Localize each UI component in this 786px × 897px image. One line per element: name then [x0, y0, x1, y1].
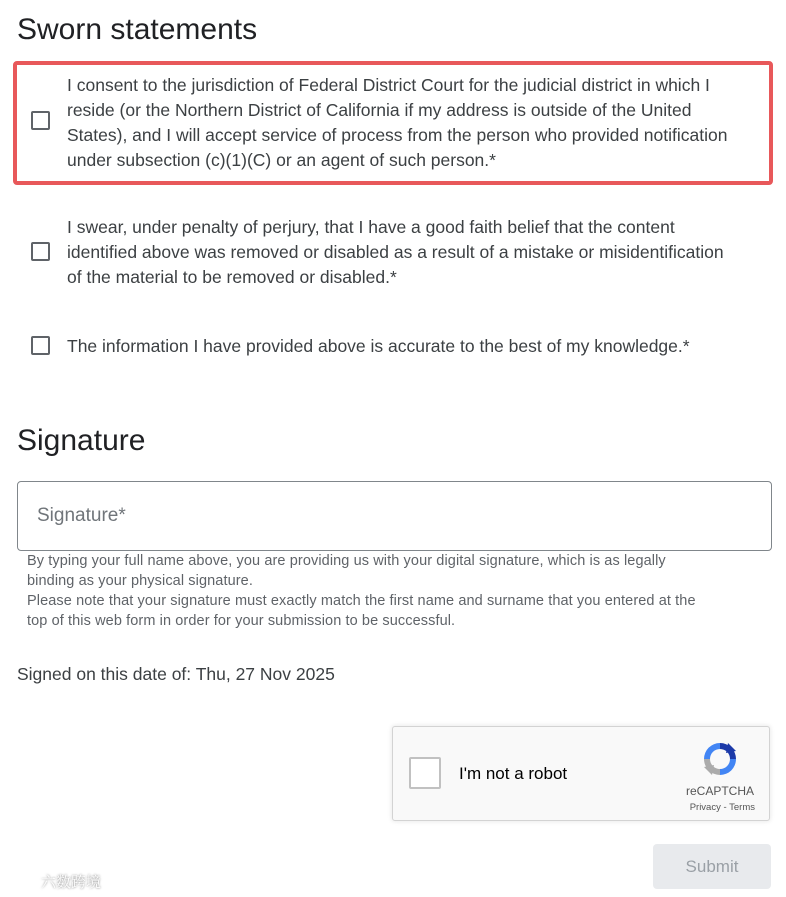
- helper-line: binding as your physical signature.: [27, 573, 253, 589]
- statement-line: identified above was removed or disabled as a result of a mistake or misidentification: [67, 242, 724, 262]
- statement-good-faith: [17, 215, 769, 295]
- recaptcha-terms-link[interactable]: Terms: [729, 802, 755, 813]
- submit-button[interactable]: Submit: [653, 844, 771, 889]
- statement-line: under subsection (c)(1)(C) or an agent of such person.*: [67, 150, 496, 170]
- statement-line: I swear, under penalty of perjury, that I have a good faith belief that the content: [67, 217, 675, 237]
- watermark-text: 六数跨境: [41, 874, 102, 891]
- recaptcha-checkbox[interactable]: [409, 757, 441, 789]
- helper-line: Please note that your signature must exactly match the first name and surname that you entered at the: [27, 593, 696, 609]
- recaptcha-link-separator: -: [720, 802, 730, 813]
- accuracy-checkbox[interactable]: [31, 336, 50, 355]
- statement-line: The information I have provided above is accurate to the best of my knowledge.*: [67, 336, 690, 356]
- watermark: [7, 871, 101, 892]
- recaptcha-label: I'm not a robot: [459, 764, 568, 783]
- signature-title: Signature: [17, 424, 146, 457]
- watermark-logo-icon: [7, 873, 37, 891]
- statement-line: of the material to be removed or disabled.*: [67, 267, 397, 287]
- recaptcha-links: [690, 802, 755, 813]
- jurisdiction-text: [67, 73, 727, 173]
- good-faith-text: [67, 215, 724, 290]
- accuracy-text: [67, 334, 690, 359]
- signature-input[interactable]: [17, 481, 772, 551]
- recaptcha-logo-icon: [700, 739, 740, 779]
- sworn-statements-title: Sworn statements: [17, 13, 258, 46]
- helper-line: By typing your full name above, you are providing us with your digital signature, which is as legally: [27, 553, 666, 569]
- statement-line: I consent to the jurisdiction of Federal District Court for the judicial district in which I: [67, 75, 710, 95]
- jurisdiction-checkbox[interactable]: [31, 111, 50, 130]
- good-faith-checkbox[interactable]: [31, 242, 50, 261]
- helper-line: top of this web form in order for your submission to be successful.: [27, 613, 456, 629]
- signature-helper-text: [27, 551, 767, 631]
- statement-jurisdiction: [13, 61, 773, 185]
- statement-line: reside (or the Northern District of California if my address is outside of the United: [67, 100, 692, 120]
- signed-date: Signed on this date of: Thu, 27 Nov 2025: [17, 664, 335, 684]
- recaptcha-privacy-link[interactable]: Privacy: [689, 802, 721, 813]
- statement-accuracy: [17, 334, 769, 364]
- recaptcha-brand: reCAPTCHA: [685, 784, 754, 798]
- statement-line: States), and I will accept service of process from the person who provided notification: [67, 125, 728, 145]
- recaptcha-widget: [392, 726, 770, 821]
